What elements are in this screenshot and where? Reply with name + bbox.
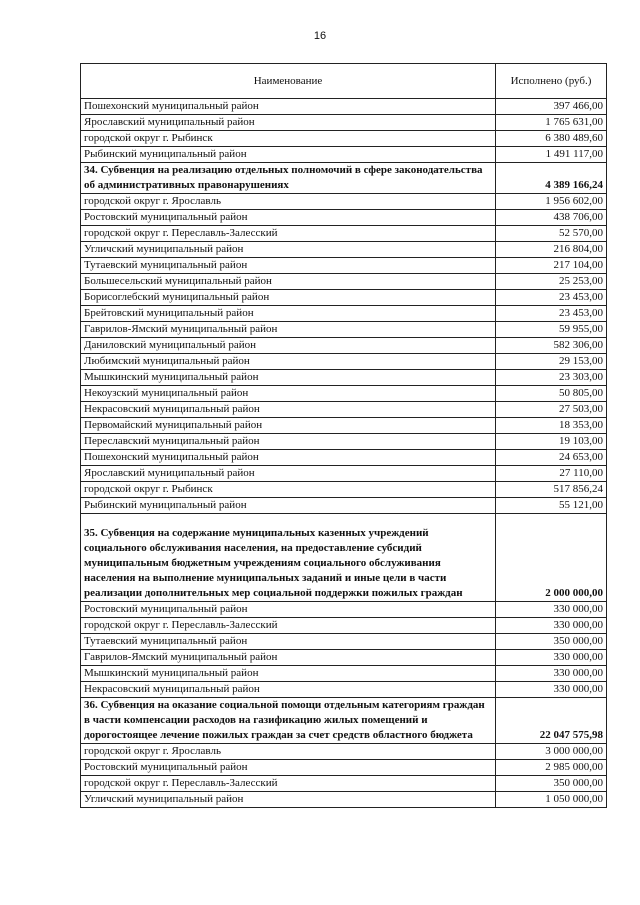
table-row xyxy=(81,210,607,226)
amount-value: 1 765 631,00 xyxy=(496,115,607,131)
section-total: 4 389 166,24 xyxy=(496,163,607,194)
amount-value: 3 000 000,00 xyxy=(496,744,607,760)
table-row xyxy=(81,466,607,482)
recipient-name: городской округ г. Переславль-Залесский xyxy=(81,618,496,634)
section-title: 34. Субвенция на реализацию отдельных полномочий в сфере законодательства об административных правонарушениях xyxy=(81,163,496,194)
section-title: 36. Субвенция на оказание социальной помощи отдельным категориям граждан в части компенсации расходов на газификацию жилых помещений и дорогостоящее лечение пожилых граждан за счет средств областного бюджета xyxy=(81,698,496,744)
amount-value: 1 050 000,00 xyxy=(496,792,607,808)
amount-value: 438 706,00 xyxy=(496,210,607,226)
table-row xyxy=(81,290,607,306)
recipient-name: Некоузский муниципальный район xyxy=(81,386,496,402)
table-row xyxy=(81,482,607,498)
column-header-amount: Исполнено (руб.) xyxy=(496,64,607,99)
amount-value: 330 000,00 xyxy=(496,666,607,682)
recipient-name: Ростовский муниципальный район xyxy=(81,760,496,776)
table-row xyxy=(81,760,607,776)
table-row xyxy=(81,242,607,258)
table-row xyxy=(81,402,607,418)
amount-value: 23 453,00 xyxy=(496,290,607,306)
recipient-name: Мышкинский муниципальный район xyxy=(81,370,496,386)
recipient-name: Даниловский муниципальный район xyxy=(81,338,496,354)
amount-value: 27 503,00 xyxy=(496,402,607,418)
recipient-name: Рыбинский муниципальный район xyxy=(81,498,496,514)
recipient-name: Пошехонский муниципальный район xyxy=(81,99,496,115)
table-row xyxy=(81,792,607,808)
amount-value: 517 856,24 xyxy=(496,482,607,498)
table-row xyxy=(81,682,607,698)
amount-value: 330 000,00 xyxy=(496,618,607,634)
recipient-name: городской округ г. Ярославль xyxy=(81,744,496,760)
table-row xyxy=(81,618,607,634)
table-row xyxy=(81,776,607,792)
amount-value: 27 110,00 xyxy=(496,466,607,482)
amount-value: 2 985 000,00 xyxy=(496,760,607,776)
table-row xyxy=(81,322,607,338)
amount-value: 1 956 602,00 xyxy=(496,194,607,210)
table-row xyxy=(81,370,607,386)
table-row xyxy=(81,194,607,210)
table-row xyxy=(81,386,607,402)
amount-value: 350 000,00 xyxy=(496,634,607,650)
recipient-name: Гаврилов-Ямский муниципальный район xyxy=(81,650,496,666)
recipient-name: Некрасовский муниципальный район xyxy=(81,402,496,418)
table-row xyxy=(81,498,607,514)
recipient-name: Гаврилов-Ямский муниципальный район xyxy=(81,322,496,338)
section-row xyxy=(81,163,607,194)
recipient-name: Ростовский муниципальный район xyxy=(81,210,496,226)
recipient-name: Пошехонский муниципальный район xyxy=(81,450,496,466)
amount-value: 29 153,00 xyxy=(496,354,607,370)
recipient-name: Брейтовский муниципальный район xyxy=(81,306,496,322)
recipient-name: Тутаевский муниципальный район xyxy=(81,258,496,274)
table-row xyxy=(81,226,607,242)
table-row xyxy=(81,450,607,466)
table-row xyxy=(81,131,607,147)
section-row xyxy=(81,514,607,602)
amount-value: 217 104,00 xyxy=(496,258,607,274)
amount-value: 52 570,00 xyxy=(496,226,607,242)
table-body xyxy=(81,99,607,808)
recipient-name: Некрасовский муниципальный район xyxy=(81,682,496,698)
page-number: 16 xyxy=(313,30,327,42)
amount-value: 19 103,00 xyxy=(496,434,607,450)
recipient-name: Переславский муниципальный район xyxy=(81,434,496,450)
amount-value: 350 000,00 xyxy=(496,776,607,792)
recipient-name: Первомайский муниципальный район xyxy=(81,418,496,434)
section-title: 35. Субвенция на содержание муниципальных казенных учреждений социального обслуживания населения, на предоставление субсидий муниципальным бюджетным учреждениям социального обслуживания населения на выполнение муниципальных заданий и иные цели в части реализации дополнительных мер социальной поддержки пожилых граждан xyxy=(81,514,496,602)
recipient-name: городской округ г. Ярославль xyxy=(81,194,496,210)
amount-value: 397 466,00 xyxy=(496,99,607,115)
amount-value: 330 000,00 xyxy=(496,650,607,666)
amount-value: 330 000,00 xyxy=(496,682,607,698)
amount-value: 582 306,00 xyxy=(496,338,607,354)
amount-value: 55 121,00 xyxy=(496,498,607,514)
amount-value: 50 805,00 xyxy=(496,386,607,402)
column-header-name: Наименование xyxy=(81,64,496,99)
recipient-name: городской округ г. Переславль-Залесский xyxy=(81,776,496,792)
amount-value: 25 253,00 xyxy=(496,274,607,290)
table-row xyxy=(81,650,607,666)
table-row xyxy=(81,418,607,434)
table-row xyxy=(81,147,607,163)
recipient-name: Любимский муниципальный район xyxy=(81,354,496,370)
recipient-name: Угличский муниципальный район xyxy=(81,242,496,258)
section-total: 2 000 000,00 xyxy=(496,514,607,602)
amount-value: 1 491 117,00 xyxy=(496,147,607,163)
amount-value: 59 955,00 xyxy=(496,322,607,338)
amount-value: 6 380 489,60 xyxy=(496,131,607,147)
recipient-name: Ярославский муниципальный район xyxy=(81,115,496,131)
table-row xyxy=(81,99,607,115)
recipient-name: Тутаевский муниципальный район xyxy=(81,634,496,650)
amount-value: 23 303,00 xyxy=(496,370,607,386)
recipient-name: Ярославский муниципальный район xyxy=(81,466,496,482)
recipient-name: городской округ г. Рыбинск xyxy=(81,131,496,147)
table-row xyxy=(81,354,607,370)
recipient-name: Рыбинский муниципальный район xyxy=(81,147,496,163)
amount-value: 216 804,00 xyxy=(496,242,607,258)
recipient-name: Угличский муниципальный район xyxy=(81,792,496,808)
recipient-name: Борисоглебский муниципальный район xyxy=(81,290,496,306)
table-row xyxy=(81,338,607,354)
table-row xyxy=(81,258,607,274)
amount-value: 18 353,00 xyxy=(496,418,607,434)
table-row xyxy=(81,634,607,650)
table-row xyxy=(81,666,607,682)
table-row xyxy=(81,306,607,322)
table-row xyxy=(81,274,607,290)
recipient-name: городской округ г. Переславль-Залесский xyxy=(81,226,496,242)
section-row xyxy=(81,698,607,744)
recipient-name: городской округ г. Рыбинск xyxy=(81,482,496,498)
amount-value: 24 653,00 xyxy=(496,450,607,466)
table-row xyxy=(81,744,607,760)
table-row xyxy=(81,602,607,618)
table-header-row xyxy=(81,64,607,99)
recipient-name: Большесельский муниципальный район xyxy=(81,274,496,290)
recipient-name: Мышкинский муниципальный район xyxy=(81,666,496,682)
amount-value: 23 453,00 xyxy=(496,306,607,322)
section-total: 22 047 575,98 xyxy=(496,698,607,744)
recipient-name: Ростовский муниципальный район xyxy=(81,602,496,618)
execution-table xyxy=(80,63,607,808)
amount-value: 330 000,00 xyxy=(496,602,607,618)
table-row xyxy=(81,434,607,450)
table-row xyxy=(81,115,607,131)
